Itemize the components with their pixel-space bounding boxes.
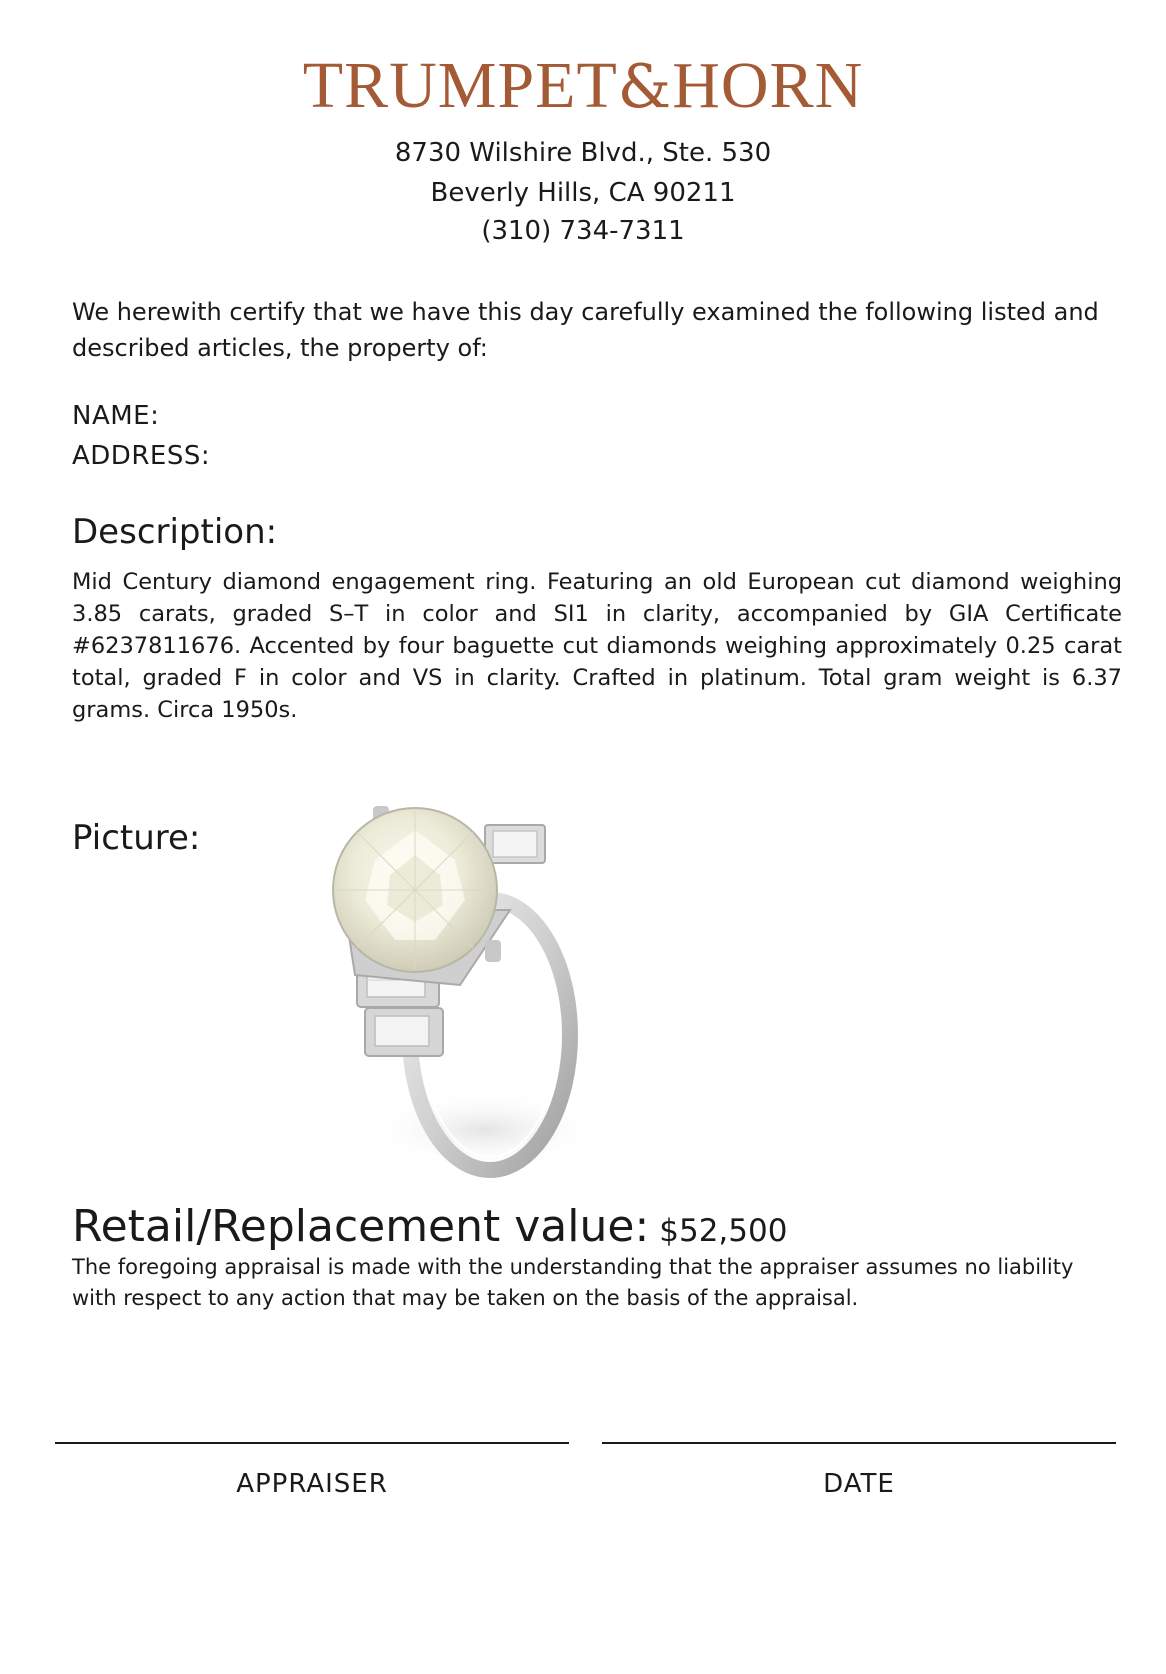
date-signature-line — [602, 1442, 1116, 1444]
value-label: Retail/Replacement value: — [72, 1201, 650, 1252]
description-heading: Description: — [72, 512, 278, 552]
brand-ampersand: & — [617, 52, 673, 122]
value-amount: $52,500 — [659, 1213, 788, 1249]
description-text: Mid Century diamond engagement ring. Featuring an old European cut diamond weighing 3.85 carats, graded S–T in color and SI1 in clarity, accompanied by GIA Certificate #6237811676. Accented by four baguette cut diamonds weighing approximately 0.25 carat total, graded F in color and VS in clarity. Crafted in platinum. Total gram weight is 6.37 grams. Circa 1950s. — [72, 569, 1122, 723]
address-line-2: Beverly Hills, CA 90211 — [430, 178, 736, 208]
disclaimer-text: The foregoing appraisal is made with the understanding that the appraiser assumes no liability with respect to any action that may be taken on the basis of the appraisal. — [72, 1255, 1074, 1310]
date-label: DATE — [823, 1469, 895, 1499]
appraiser-signature-line — [55, 1442, 569, 1444]
picture-heading: Picture: — [72, 818, 201, 858]
brand-logo — [0, 46, 1166, 127]
brand-name-right: HORN — [672, 49, 864, 122]
brand-name-left: TRUMPET — [302, 49, 618, 122]
value-row — [72, 1200, 787, 1254]
address-label: ADDRESS: — [72, 441, 211, 471]
phone-number: (310) 734-7311 — [481, 216, 685, 246]
name-label: NAME: — [72, 401, 160, 431]
ring-photo — [315, 800, 635, 1200]
address-line-1: 8730 Wilshire Blvd., Ste. 530 — [394, 138, 772, 168]
certification-statement: We herewith certify that we have this day carefully examined the following listed and described articles, the property of: — [72, 298, 1099, 362]
appraiser-label: APPRAISER — [236, 1469, 388, 1499]
